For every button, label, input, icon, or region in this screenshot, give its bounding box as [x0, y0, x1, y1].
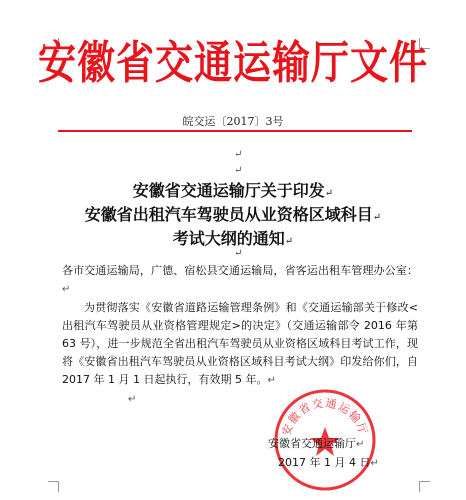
paragraph-mark: ↵: [234, 149, 243, 160]
crop-mark-bottom-right: [419, 481, 430, 492]
paragraph-mark: ↵: [234, 165, 243, 176]
notice-title-line: 安徽省交通运输厅关于印发↵: [132, 181, 334, 200]
notice-title-line: 安徽省出租汽车驾驶员从业资格区域科目↵: [84, 205, 382, 224]
document-number: 皖交运〔2017〕3号: [182, 115, 284, 128]
notice-title: [0, 180, 466, 252]
crop-mark-bottom-left: [48, 481, 59, 492]
document-header: 安徽省交通运输厅文件: [37, 35, 428, 89]
signature-organization: 安徽省交通运输厅↵: [268, 437, 365, 450]
main-paragraph: 为贯彻落实《安徽省道路运输管理条例》和《交通运输部关于修改<出租汽车驾驶员从业资格管理规定>的决定》（交通运输部令 2016 年第 63 号），进一步规范全省出租汽车驾驶员从业资格区域科目考试工作，现将《安徽省出租汽车驾驶员从业资格区域科目考试大纲》印发给你们，自 2017 年 1 月 1 日起执行，有效期 5 年。↵: [62, 301, 418, 386]
blank-line: ↵: [128, 394, 137, 405]
notice-title-line: 考试大纲的通知↵: [172, 229, 294, 248]
signature-block: [268, 435, 379, 473]
signature-date: 2017 年 1 月 4 日↵: [278, 456, 379, 469]
paragraph-mark: ↵: [234, 248, 243, 259]
red-divider: [58, 130, 412, 132]
seal-text: 安徽省交通运输厅: [279, 396, 371, 438]
recipients-paragraph: 各市交通运输局，广德、宿松县交通运输局，省客运出租车管理办公室：↵: [62, 264, 418, 295]
